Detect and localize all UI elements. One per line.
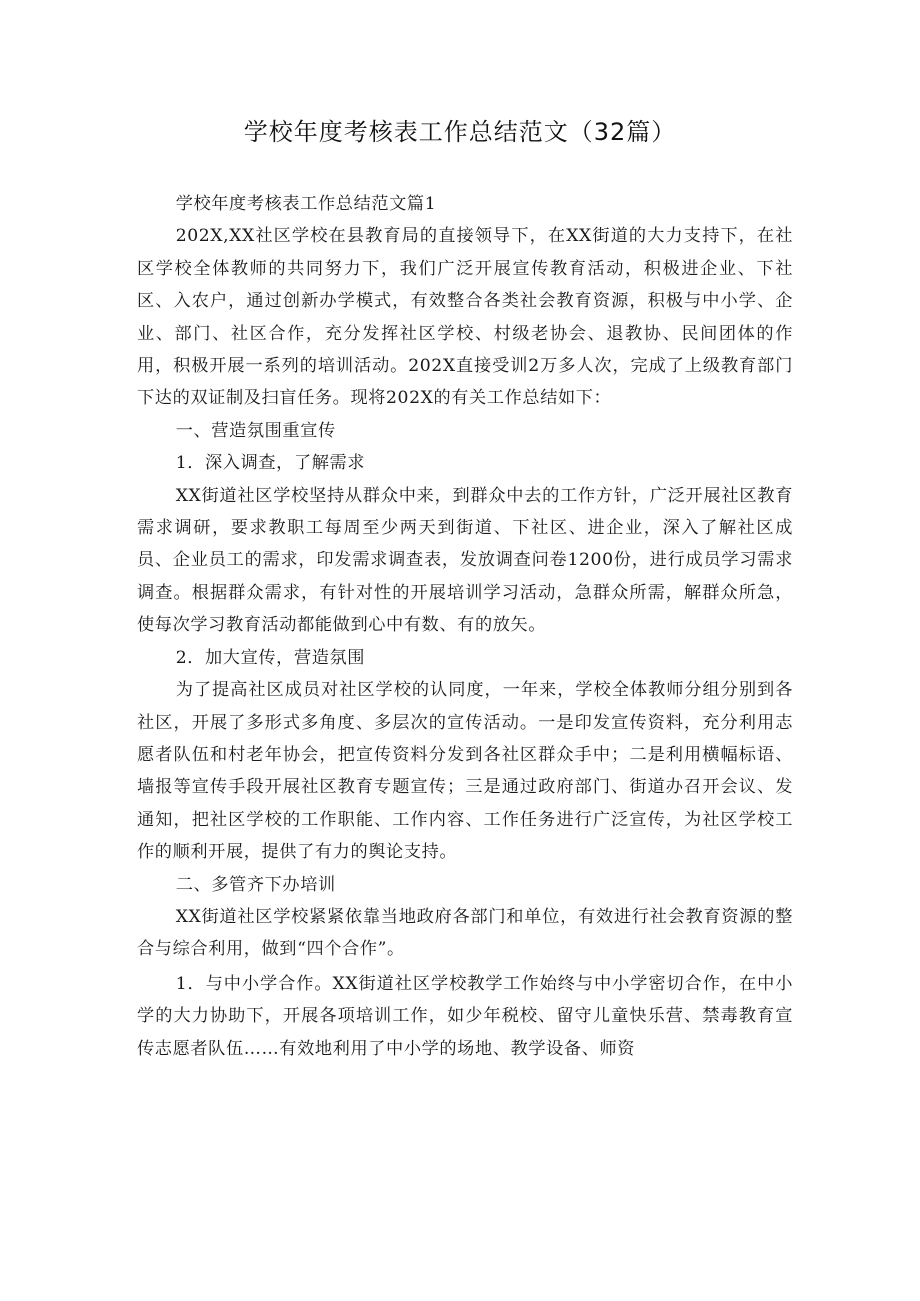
body-paragraph: 202X,XX社区学校在县教育局的直接领导下，在XX街道的大力支持下，在社区学校全体教师的共同努力下，我们广泛开展宣传教育活动，积极进企业、下社区、入农户，通过创新办学模式，有效整合各类社会教育资源，积极与中小学、企业、部门、社区合作，充分发挥社区学校、村级老协会、退教协、民间团体的作用，积极开展一系列的培训活动。202X直接受训2万多人次，完成了上级教育部门下达的双证制及扫盲任务。现将202X的有关工作总结如下： [137,226,793,409]
body-paragraph: 1．与中小学合作。XX街道社区学校教学工作始终与中小学密切合作，在中小学的大力协助下，开展各项培训工作，如少年税校、留守儿童快乐营、禁毒教育宣传志愿者队伍……有效地利用了中小学的场地、教学设备、师资 [137,973,793,1059]
body-paragraph: 为了提高社区成员对社区学校的认同度，一年来，学校全体教师分组分别到各社区，开展了多形式多角度、多层次的宣传活动。一是印发宣传资料，充分利用志愿者队伍和村老年协会，把宣传资料分发到各社区群众手中；二是利用横幅标语、墙报等宣传手段开展社区教育专题宣传；三是通过政府部门、街道办召开会议、发通知，把社区学校的工作职能、工作内容、工作任务进行广泛宣传，为社区学校工作的顺利开展，提供了有力的舆论支持。 [137,680,793,863]
body-paragraph: XX街道社区学校紧紧依靠当地政府各部门和单位，有效进行社会教育资源的整合与综合利用，做到“四个合作”。 [137,906,793,960]
section-title: 学校年度考核表工作总结范文篇1 [175,194,437,214]
document-title: 学校年度考核表工作总结范文（32篇） [243,118,677,146]
document-body [137,188,793,1065]
heading-level-1: 二、多管齐下办培训 [175,874,336,895]
heading-level-2: 2．加大宣传，营造氛围 [175,647,366,668]
body-paragraph: XX街道社区学校坚持从群众中来，到群众中去的工作方针，广泛开展社区教育需求调研，要求教职工每周至少两天到街道、下社区、进企业，深入了解社区成员、企业员工的需求，印发需求调查表，发放调查问卷1200份，进行成员学习需求调查。根据群众需求，有针对性的开展培训学习活动，急群众所需，解群众所急，使每次学习教育活动都能做到心中有数、有的放矢。 [137,485,793,636]
heading-level-2: 1．深入调查，了解需求 [175,453,366,474]
heading-level-1: 一、营造氛围重宣传 [175,420,336,441]
